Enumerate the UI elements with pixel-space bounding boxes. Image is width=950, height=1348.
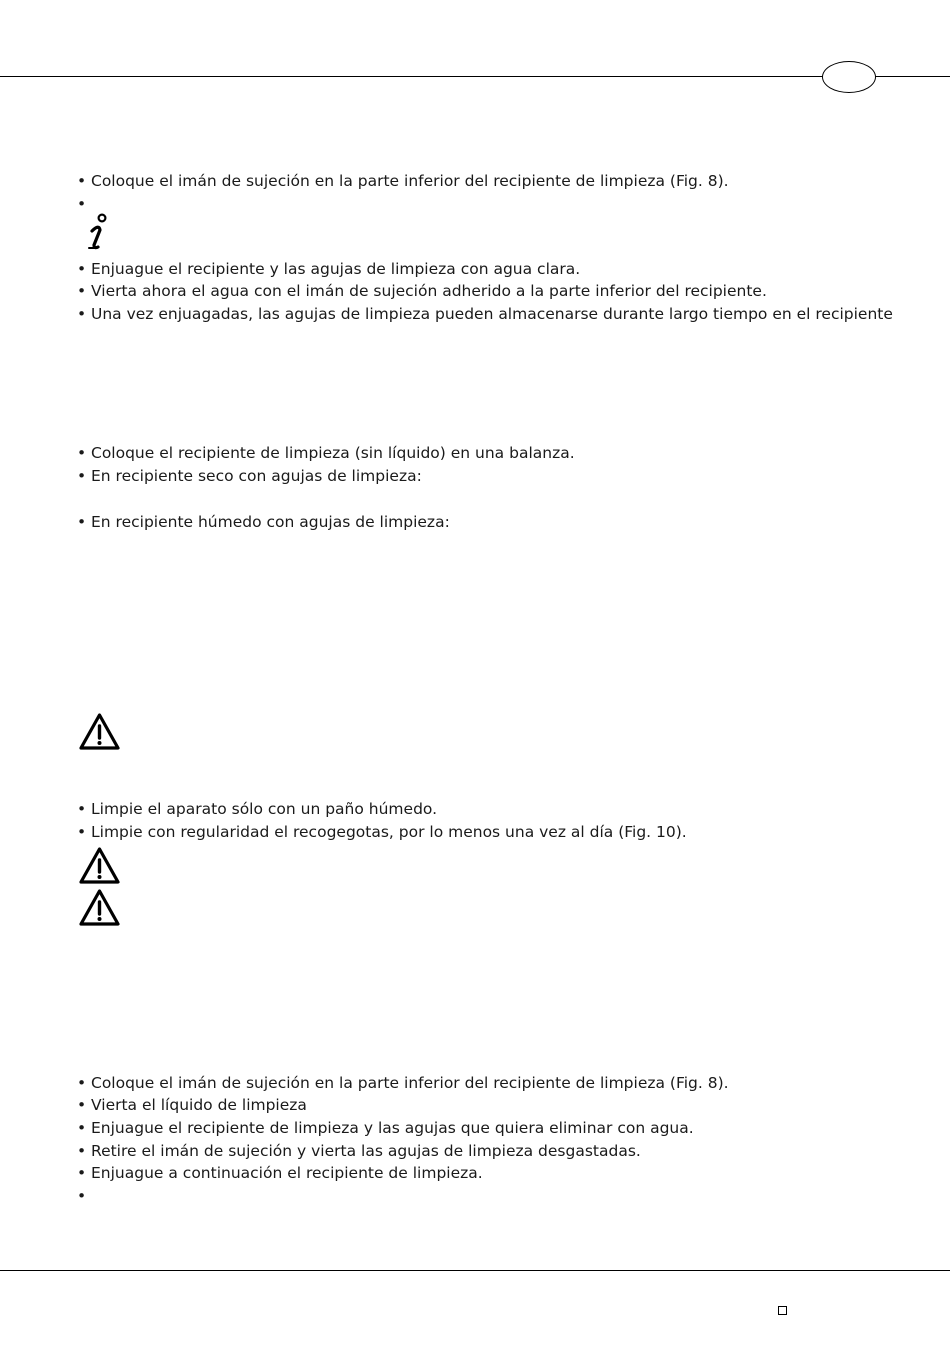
list-item: • Coloque el imán de sujeción en la parte inferior del recipiente de limpieza (Fig. 8). [77, 1074, 729, 1092]
list-item: • En recipiente húmedo con agujas de limpieza: [77, 513, 450, 531]
list-item: • Vierta ahora el agua con el imán de sujeción adherido a la parte inferior del recipiente. [77, 282, 767, 300]
list-item: • Vierta el líquido de limpieza [77, 1096, 307, 1114]
list-item: • Coloque el imán de sujeción en la parte inferior del recipiente de limpieza (Fig. 8). [77, 172, 729, 190]
header-rule [0, 76, 950, 77]
warning-icon [78, 712, 121, 751]
footer-rule [0, 1270, 950, 1271]
list-item: • Coloque el recipiente de limpieza (sin líquido) en una balanza. [77, 444, 575, 462]
list-item: • Limpie el aparato sólo con un paño húmedo. [77, 800, 438, 818]
warning-icon [78, 846, 121, 885]
info-icon [86, 212, 110, 252]
list-item: • [77, 1187, 87, 1205]
list-item: • Enjuague a continuación el recipiente de limpieza. [77, 1164, 483, 1182]
list-item: • Una vez enjuagadas, las agujas de limpieza pueden almacenarse durante largo tiempo en el recipiente [77, 305, 893, 323]
list-item: • Enjuague el recipiente y las agujas de limpieza con agua clara. [77, 260, 581, 278]
language-oval [822, 61, 876, 93]
list-item: • [77, 195, 87, 213]
list-item: • Limpie con regularidad el recogegotas, por lo menos una vez al día (Fig. 10). [77, 823, 687, 841]
list-item: • Retire el imán de sujeción y vierta las agujas de limpieza desgastadas. [77, 1142, 641, 1160]
page-marker [778, 1306, 787, 1315]
list-item: • En recipiente seco con agujas de limpieza: [77, 467, 422, 485]
list-item: • Enjuague el recipiente de limpieza y las agujas que quiera eliminar con agua. [77, 1119, 694, 1137]
warning-icon [78, 888, 121, 927]
